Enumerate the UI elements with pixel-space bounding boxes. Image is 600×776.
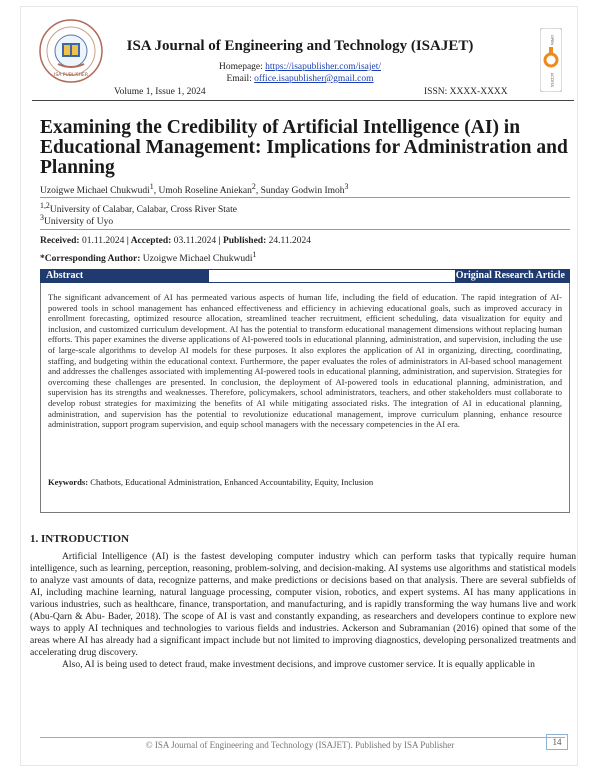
footer-copyright: © ISA Journal of Engineering and Technology (ISAJET). Published by ISA Publisher [145,740,455,750]
author-2-sup: 2 [251,182,256,191]
intro-paragraph-2: Also, AI is being used to detect fraud, make investment decisions, and improve customer service. It is equally applicable in [62,659,535,670]
page-number: 14 [546,734,568,750]
issn: ISSN: XXXX-XXXX [424,87,508,97]
keywords-label: Keywords: [48,477,89,487]
affiliation-2-text: University of Uyo [43,217,114,228]
author-1: Uzoigwe Michael Chukwudi [40,186,150,197]
keywords [48,477,562,487]
author-sep: , [153,186,159,197]
article-dates [40,236,311,246]
logo-text: ISA PUBLISHER [54,73,88,78]
date-sep: | [216,236,223,246]
corresponding-name: Uzoigwe Michael Chukwudi [142,254,253,265]
author-3: Sunday Godwin Imoh [260,186,345,197]
author-1-sup: 1 [149,182,154,191]
journal-title: ISA Journal of Engineering and Technology (ISAJET) [126,38,474,54]
footer-rule [40,737,565,738]
published-label: Published: [222,236,267,246]
article-type: Original Research Article [455,270,565,281]
author-2: Umoh Roseline Aniekan [158,186,252,197]
email-label: Email: [226,74,255,84]
corresponding-author [40,250,256,264]
svg-text:ACCESS: ACCESS [550,72,554,88]
homepage-link[interactable]: https://isapublisher.com/isajet/ [265,62,381,72]
affiliation-2-sup: 3 [40,213,44,222]
author-sep: , [255,186,261,197]
intro-paragraph-1: Artificial Intelligence (AI) is the fastest developing computer industry which can perform tasks that typically require human intelligence, such as learning, perception, reasoning, problem-solving, and decision-making. AI systems use algorithms and statistical models to analyze vast amounts of data, recognize patterns, and make predictions or decisions based on that analysis. There are several subfields of AI, including machine learning, natural language processing, computer vision, robotics, and expert systems. AI has many applications in various industries, such as healthcare, finance, transportation, and manufacturing, and is rapidly transforming the way humans live and work (Abu-Qarn & Abu- Bader, 2018). The scope of AI is vast and constantly expanding, as researchers and developers continue to explore new ways to apply AI techniques and technologies to various fields and industries. Ackerson and Subramanian (2016) opined that some of the areas where AI has already had a significant impact include but not limited to improving diagnostics, developing personalized treatments and accelerating drug discovery. [30,551,576,658]
keywords-list: Chatbots, Educational Administration, Enhanced Accountability, Equity, Inclusion [90,477,374,487]
header-rule [32,100,574,101]
homepage-label: Homepage: [218,62,266,72]
accepted-label: Accepted: [130,236,172,246]
homepage-line [0,62,600,72]
published-date: 24.11.2024 [268,236,312,246]
corresponding-sup: 1 [252,250,257,259]
author-3-sup: 3 [344,182,349,191]
divider [40,197,570,198]
affiliation-2 [40,213,113,227]
received-label: Received: [40,236,80,246]
corresponding-label: *Corresponding Author: [40,254,141,265]
intro-body [30,551,576,671]
volume-issue: Volume 1, Issue 1, 2024 [114,87,206,97]
section-heading: 1. INTRODUCTION [30,533,130,545]
received-date: 01.11.2024 [81,236,125,246]
abstract-label: Abstract [46,270,84,281]
author-list [40,182,348,196]
abstract-text: The significant advancement of AI has permeated various aspects of human life, including the field of education. The rapid integration of AI-powered tools in school management has enhanced effectiveness and efficiency in achieving educational goals, such as improved accuracy in enrollment forecasting, optimized resource allocation, streamlined teacher recruitment, efficient scheduling, data visualization for equity and inclusion, and customized curriculum development. AI has the potential to transform educational management dimensions without replacing human efforts. This paper examines the diverse applications of AI-powered tools in educational planning, administration, and supervision, including the use of large-scale algorithms to develop AI models for these purposes. It also explores the application of AI in organizing, directing, coordinating, staffing, and budgeting within the educational context. Furthermore, the paper evaluates the roles of administrators in AI-based school management and addresses the challenges associated with implementing AI-powered tools in educational planning, administration, and supervision. Strategies for overcoming these challenges are presented. In conclusion, the deployment of AI-powered tools in educational planning, administration, and supervision has its strengths and weaknesses. Therefore, policymakers, school administrators, teachers, and other stakeholders must collaborate to develop robust strategies for maximizing the benefits of AI while mitigating associated risks. The integration of AI in educational planning, administration, and supervision has the potential to revolutionize educational management, improve curriculum planning, enhance resource administration, support program supervision, and equip school managers with the necessary competencies in the AI era. [48,292,562,430]
divider [40,229,570,230]
date-sep: | [124,236,131,246]
svg-text:OPEN: OPEN [550,35,554,45]
email-line [0,74,600,84]
affiliation-1-text: University of Calabar, Calabar, Cross River State [49,205,237,216]
abstract-header-gap [209,270,455,282]
accepted-date: 03.11.2024 [173,236,217,246]
email-link[interactable]: office.isapublisher@gmail.com [254,74,374,84]
affiliation-1-sup: 1,2 [40,201,50,210]
article-title: Examining the Credibility of Artificial Intelligence (AI) in Educational Management: Implications for Administration and Planning [40,117,568,178]
